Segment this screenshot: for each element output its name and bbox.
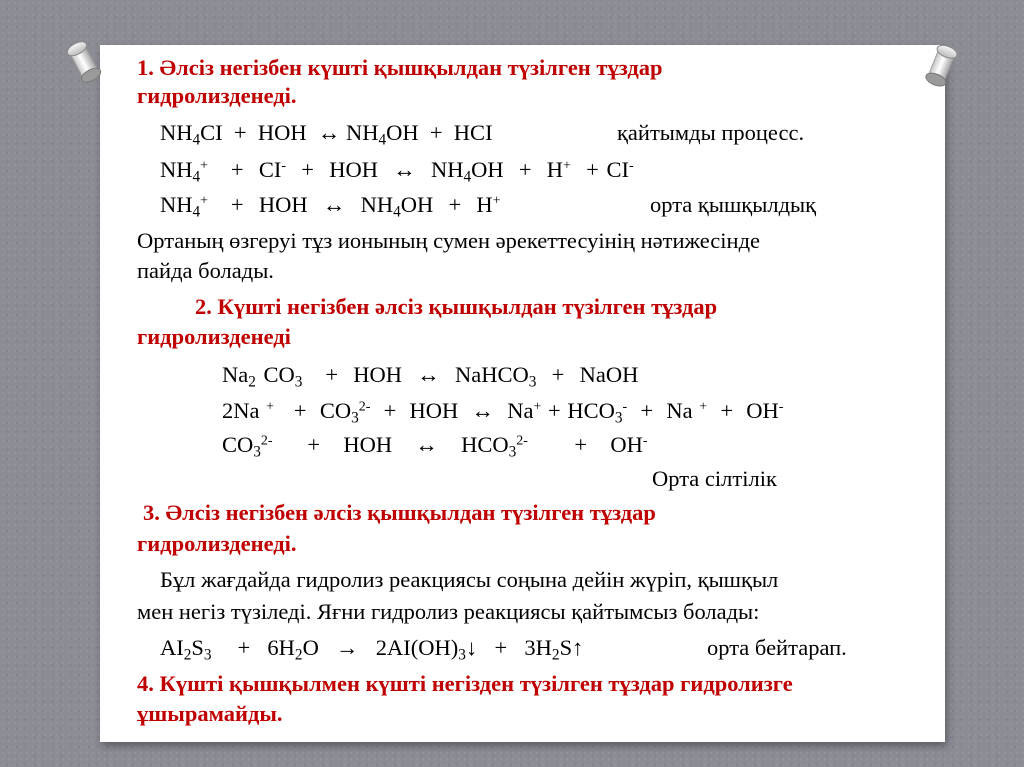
heading-2: 2. Күшті негізбен әлсіз қышқылдан түзілген тұздар xyxy=(195,294,718,319)
equation-3-note: орта қышқылдық xyxy=(650,192,817,217)
heading-2-cont: гидролизденеді xyxy=(137,324,291,349)
paragraph-1: Ортаның өзгеруі тұз ионының сумен әрекеттесуінің нәтижесінде xyxy=(137,228,761,253)
note-alkaline: Орта сілтілік xyxy=(652,466,777,491)
paragraph-2: Бұл жағдайда гидролиз реакциясы соңына дейін жүріп, қышқыл xyxy=(160,567,779,592)
heading-3-cont: гидролизденеді. xyxy=(137,531,297,556)
equation-5: 2Na + + $CO_3^{2-}$ + HOH ↔ $Na^+ + HCO_3^- + Na$ + + OH- xyxy=(222,398,784,427)
paragraph-1-cont: пайда болады. xyxy=(137,258,274,283)
equation-1: $NH_4CI$ + HOH ↔ $NH_4OH$ + HCI xyxy=(160,120,493,149)
equation-2: $NH_4^+$ + CI- + HOH ↔ $NH_4OH + H^+ + CI^-$ xyxy=(160,157,634,186)
equation-3: $NH_4^+$ + HOH ↔ $NH_4OH + H^+$ xyxy=(160,192,501,221)
heading-3: 3. Әлсіз негізбен әлсіз қышқылдан түзілген тұздар xyxy=(143,500,656,525)
equation-4: $Na_2$ $CO_3$ + HOH ↔ NaHCO$_3$ + NaOH xyxy=(222,362,639,391)
equation-1-note: қайтымды процесс. xyxy=(617,120,805,145)
heading-1: 1. Әлсіз негізбен күшті қышқылдан түзілген тұздар xyxy=(137,55,663,80)
equation-6: $CO_3^{2-}$ + HOH ↔ $HCO_3^{2-}$ + OH- xyxy=(222,432,648,461)
equation-7: $AI_2S_3$ + $6H_2O$ → $2AI(OH)_3↓$ + $3H_2S↑$ xyxy=(160,635,584,664)
heading-4: 4. Күшті қышқылмен күшті негізден түзілген тұздар гидролизге xyxy=(137,671,793,696)
heading-1-cont: гидролизденеді. xyxy=(137,83,297,108)
equation-7-note: орта бейтарап. xyxy=(707,635,847,660)
paragraph-2-cont: мен негіз түзіледі. Яғни гидролиз реакциясы қайтымсыз болады: xyxy=(137,599,760,624)
heading-4-cont: ұшырамайды. xyxy=(137,701,283,726)
